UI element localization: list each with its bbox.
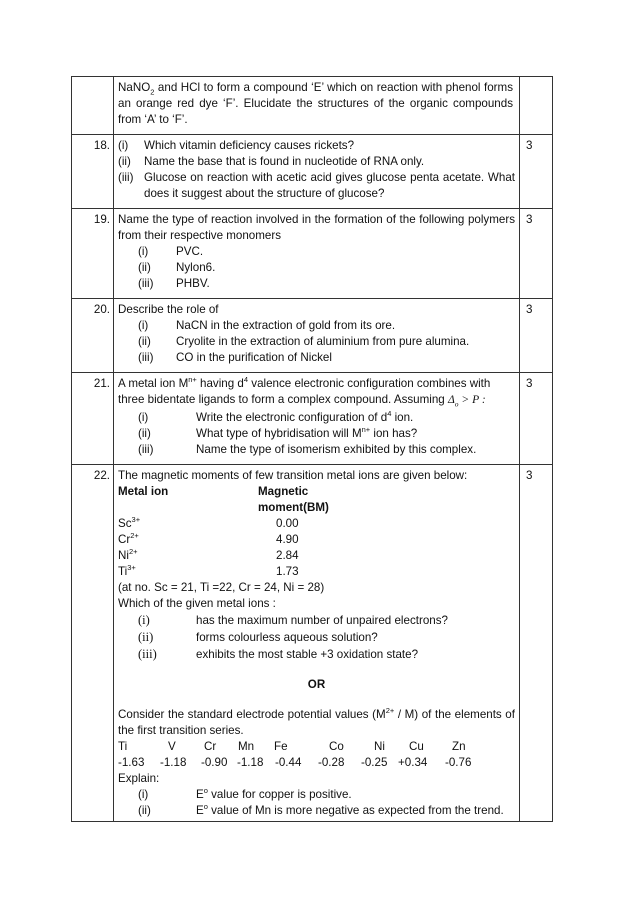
- marks-cell: 3: [520, 135, 553, 209]
- marks-cell: 3: [520, 373, 553, 465]
- potential-row: -1.63 -1.18 -0.90 -1.18 -0.44 -0.28 -0.25 +0.34 -0.76: [118, 756, 472, 769]
- marks-cell: [520, 77, 553, 135]
- question-row-19: [72, 209, 553, 299]
- question-row-18: [72, 135, 553, 209]
- magnetic-moment-table: Metal ion Magnetic moment(BM) $Sc^{3+}$ 0.00 $Cr^{2+}$ 4.90 $Ni^{2+}$ 2.84 $Ti^{3+}$ 1.73: [118, 485, 329, 578]
- marks-cell: 3: [520, 299, 553, 373]
- question-text: The magnetic moments of few transition metal ions are given below: Metal ion Magnetic moment(BM) $Sc^{3+}$ 0.00 $Cr^{2+}$ 4.90 $Ni^{2+}$ 2.84 $Ti^{3+}$ 1.73 (at no. Sc = 21, Ti =22, Cr = 24, Ni = 28) Which of the given metal ions : (i) has the maximum number of unpaired electrons? (ii) forms colourless aqueous solution? (iii) exhibits the most stable +3 oxidation state? OR Consider the standard electrode potential values $(M^{2+} / M)$ of the elements of the first transition series. Ti V Cr Mn Fe Co Ni Cu Zn -1.63 -1.18 -0.90 -1.18 -0.44 -0.28 -0.25 +0.34 -0.76 Explain: (i) $E^o$ value for copper is positive. (ii) $E^o$ value of Mn is more negative as expected from the trend.: [114, 465, 520, 822]
- question-row-20: [72, 299, 553, 373]
- question-number: 19.: [72, 209, 114, 299]
- question-number: [72, 77, 114, 135]
- marks-cell: 3: [520, 465, 553, 822]
- question-row-17-cont: [72, 77, 553, 135]
- question-text: Describe the role of (i) NaCN in the extraction of gold from its ore. (ii) Cryolite in the extraction of aluminium from pure alumina. (iii) CO in the purification of Nickel: [114, 299, 520, 373]
- question-text: NaNO$_2$ and HCl to form a compound ‘E’ which on reaction with phenol forms an orange red dye ‘F’. Elucidate the structures of the organic compounds from ‘A’ to ‘F’.: [114, 77, 520, 135]
- question-row-22: [72, 465, 553, 822]
- question-number: 20.: [72, 299, 114, 373]
- question-number: 22.: [72, 465, 114, 822]
- question-number: 18.: [72, 135, 114, 209]
- element-row: Ti V Cr Mn Fe Co Ni Cu Zn: [118, 740, 466, 753]
- question-row-21: [72, 373, 553, 465]
- question-text: (i) Which vitamin deficiency causes rickets? (ii) Name the base that is found in nucleotide of RNA only. (iii) Glucose on reaction with acetic acid gives glucose penta acetate. What does it suggest about the structure of glucose?: [114, 135, 520, 209]
- question-number: 21.: [72, 373, 114, 465]
- question-text: Name the type of reaction involved in the formation of the following polymers from their respective monomers (i) PVC. (ii) Nylon6. (iii) PHBV.: [114, 209, 520, 299]
- question-table: [71, 76, 553, 822]
- marks-cell: 3: [520, 209, 553, 299]
- question-text: A metal ion $M^{n+}$ having $d^4$ valence electronic configuration combines with three bidentate ligands to form a complex compound. Assuming $\Delta_o > P$ : (i) Write the electronic configuration of $d^4$ ion. (ii) What type of hybridisation will $M^{n+}$ ion has? (iii) Name the type of isomerism exhibited by this complex.: [114, 373, 520, 465]
